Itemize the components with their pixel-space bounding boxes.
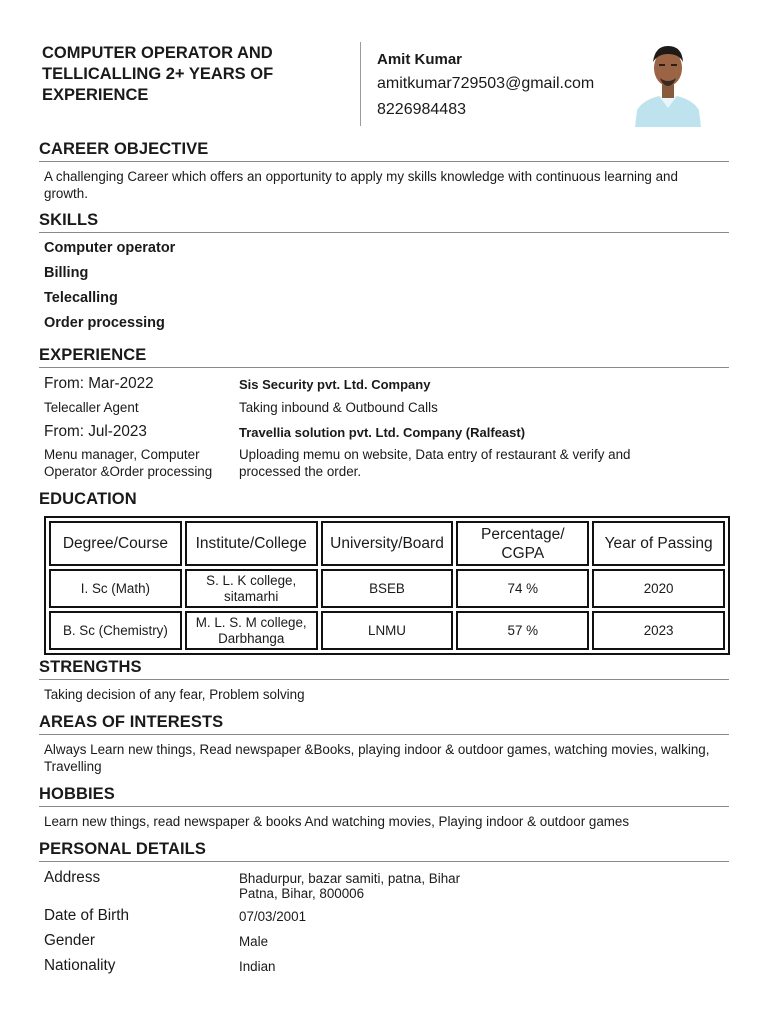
candidate-email: amitkumar729503@gmail.com [377, 75, 595, 92]
strengths-text: Taking decision of any fear, Problem solving [44, 687, 305, 702]
skills-heading: SKILLS [39, 211, 99, 229]
skill-item: Telecalling [44, 290, 118, 306]
address-line2: Patna, Bihar, 800006 [239, 886, 365, 901]
section-divider [39, 806, 729, 807]
column-header: University/Board [321, 521, 454, 566]
experience-from: From: Mar-2022 [44, 375, 154, 392]
resume-title: COMPUTER OPERATOR AND TELLICALLING 2+ YEARS OF EXPERIENCE [42, 44, 274, 104]
table-cell: LNMU [321, 611, 454, 650]
section-divider [39, 232, 729, 233]
experience-description: Taking inbound & Outbound Calls [239, 400, 438, 415]
career-objective-heading: CAREER OBJECTIVE [39, 140, 209, 158]
experience-from: From: Jul-2023 [44, 423, 147, 440]
personal-details-heading: PERSONAL DETAILS [39, 840, 206, 858]
strengths-heading: STRENGTHS [39, 658, 142, 676]
address-line1: Bhadurpur, bazar samiti, patna, Bihar [239, 871, 461, 886]
skill-item: Billing [44, 265, 89, 281]
hobbies-heading: HOBBIES [39, 785, 115, 803]
candidate-phone: 8226984483 [377, 101, 466, 118]
education-heading: EDUCATION [39, 490, 137, 508]
table-header-row [49, 521, 725, 566]
address-label: Address [44, 869, 101, 886]
experience-description: Uploading memu on website, Data entry of restaurant & verify and processed the order. [239, 447, 631, 479]
career-objective-text: A challenging Career which offers an opportunity to apply my skills knowledge with continuous learning and growth. [44, 169, 678, 201]
table-cell: BSEB [321, 569, 454, 608]
section-divider [39, 367, 729, 368]
table-cell: 74 % [456, 569, 589, 608]
table-cell: I. Sc (Math) [49, 569, 182, 608]
hobbies-text: Learn new things, read newspaper & books And watching movies, Playing indoor & outdoor games [44, 814, 630, 829]
table-cell: 57 % [456, 611, 589, 650]
skill-item: Computer operator [44, 240, 176, 256]
dob-label: Date of Birth [44, 907, 130, 924]
experience-company: Sis Security pvt. Ltd. Company [239, 377, 431, 392]
header-divider [360, 42, 361, 126]
nationality-label: Nationality [44, 957, 116, 974]
experience-role: Menu manager, Computer Operator &Order processing [44, 447, 213, 479]
skill-item: Order processing [44, 315, 165, 331]
section-divider [39, 734, 729, 735]
table-cell: B. Sc (Chemistry) [49, 611, 182, 650]
column-header: Institute/College [185, 521, 318, 566]
table-cell: 2023 [592, 611, 725, 650]
section-divider [39, 679, 729, 680]
table-cell: 2020 [592, 569, 725, 608]
gender-label: Gender [44, 932, 96, 949]
column-header: Year of Passing [592, 521, 725, 566]
experience-company: Travellia solution pvt. Ltd. Company (Ralfeast) [239, 425, 526, 440]
education-table [44, 516, 730, 655]
table-row [49, 569, 725, 608]
column-header: Percentage/ CGPA [456, 521, 589, 566]
gender-value: Male [239, 934, 269, 949]
section-divider [39, 161, 729, 162]
profile-photo [633, 38, 703, 127]
experience-role: Telecaller Agent [44, 400, 139, 415]
interests-heading: AREAS OF INTERESTS [39, 713, 224, 731]
experience-heading: EXPERIENCE [39, 346, 147, 364]
dob-value: 07/03/2001 [239, 909, 307, 924]
interests-text: Always Learn new things, Read newspaper &Books, playing indoor & outdoor games, watching movies, walking, Travelling [44, 742, 710, 774]
table-cell: S. L. K college, sitamarhi [185, 569, 318, 608]
column-header: Degree/Course [49, 521, 182, 566]
table-cell: M. L. S. M college, Darbhanga [185, 611, 318, 650]
table-row [49, 611, 725, 650]
section-divider [39, 861, 729, 862]
nationality-value: Indian [239, 959, 276, 974]
candidate-name: Amit Kumar [377, 51, 463, 68]
